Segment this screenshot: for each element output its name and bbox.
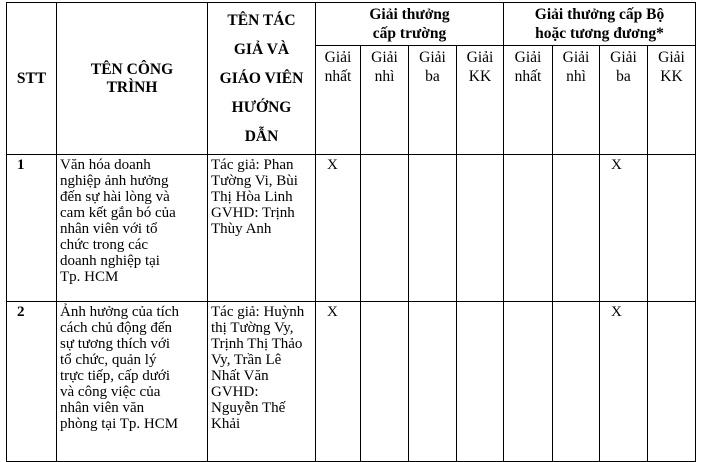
subheader-bo-ba: Giải ba (600, 46, 648, 155)
subheader-bo-nhat: Giải nhất (504, 46, 553, 155)
mark-bo-ba: X (600, 155, 648, 302)
mark-bo-kk (648, 155, 696, 302)
row-tac-gia: Tác giả: Phan Tường Vi, Bùi Thị Hòa Linh GVHD: Trịnh Thùy Anh (208, 155, 316, 302)
mark-bo-nhat (504, 302, 553, 462)
mark-truong-ba (409, 155, 457, 302)
mark-truong-nhat: X (316, 302, 361, 462)
mark-truong-nhat: X (316, 155, 361, 302)
subheader-truong-nhi: Giải nhì (361, 46, 409, 155)
mark-truong-nhi (361, 155, 409, 302)
header-ten-cong-trinh: TÊN CÔNG TRÌNH (57, 3, 208, 155)
header-giai-bo: Giải thưởng cấp Bộ hoặc tương đương* (504, 3, 696, 46)
mark-bo-nhi (553, 155, 600, 302)
mark-bo-nhi (553, 302, 600, 462)
mark-truong-nhi (361, 302, 409, 462)
mark-truong-ba (409, 302, 457, 462)
header-giai-truong: Giải thưởng cấp trường (316, 3, 504, 46)
header-stt: STT (7, 3, 57, 155)
header-tac-gia: TÊN TÁC GIẢ VÀ GIÁO VIÊN HƯỚNG DẪN (208, 3, 316, 155)
table-row (7, 302, 696, 462)
subheader-truong-ba: Giải ba (409, 46, 457, 155)
awards-table (6, 2, 696, 462)
subheader-truong-nhat: Giải nhất (316, 46, 361, 155)
row-tac-gia: Tác giả: Huỳnh thị Tường Vy, Trịnh Thị Thảo Vy, Trần Lê Nhất Văn GVHD: Nguyễn Thế Khải (208, 302, 316, 462)
mark-truong-kk (457, 302, 504, 462)
row-ten-cong-trinh: Văn hóa doanh nghiệp ảnh hưởng đến sự hài lòng và cam kết gắn bó của nhân viên với tổ chức trong các doanh nghiệp tại Tp. HCM (57, 155, 208, 302)
subheader-truong-kk: Giải KK (457, 46, 504, 155)
mark-bo-ba: X (600, 302, 648, 462)
subheader-bo-kk: Giải KK (648, 46, 696, 155)
subheader-bo-nhi: Giải nhì (553, 46, 600, 155)
row-stt: 2 (7, 302, 57, 462)
table-row (7, 155, 696, 302)
mark-bo-kk (648, 302, 696, 462)
mark-truong-kk (457, 155, 504, 302)
mark-bo-nhat (504, 155, 553, 302)
row-stt: 1 (7, 155, 57, 302)
row-ten-cong-trinh: Ảnh hưởng của tích cách chủ động đến sự tương thích với tổ chức, quản lý trực tiếp, cấp dưới và công việc của nhân viên văn phòng tại Tp. HCM (57, 302, 208, 462)
